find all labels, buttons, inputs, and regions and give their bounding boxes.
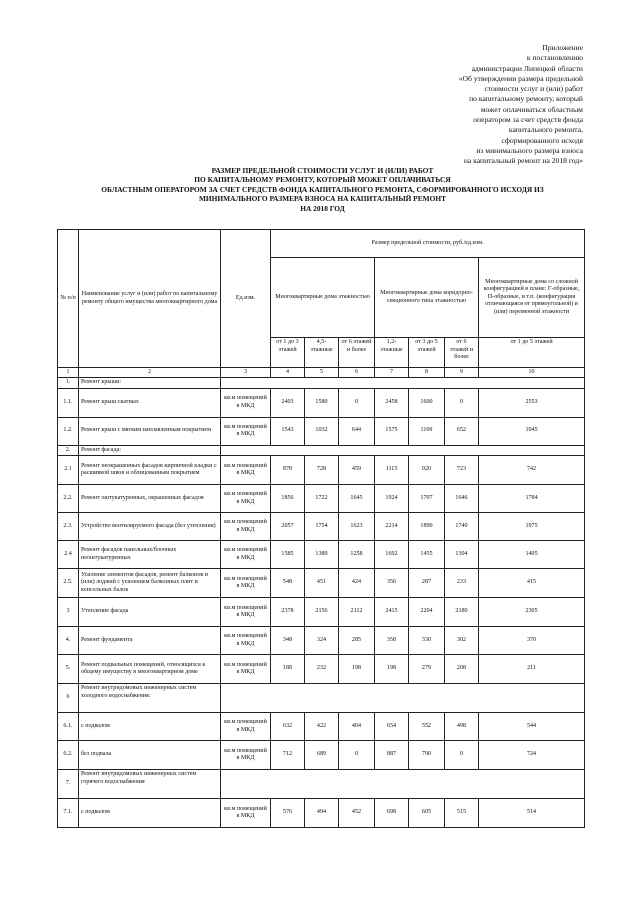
cost-value: 1623	[339, 513, 375, 541]
cost-value: 887	[375, 741, 409, 770]
row-name: Ремонт крыш с мягким наплавленным покрытием	[79, 417, 221, 445]
column-number: 6	[339, 368, 375, 378]
cost-value: 2403	[271, 388, 305, 417]
cost-value: 878	[271, 456, 305, 485]
appendix-line: администрации Липецкой области	[471, 63, 583, 73]
cost-value: 1646	[445, 485, 479, 513]
row-name: без подвала	[79, 741, 221, 770]
column-number: 2	[79, 368, 221, 378]
row-number: 7.1.	[58, 799, 79, 828]
cost-value: 1975	[479, 513, 585, 541]
table-row	[58, 627, 585, 655]
row-name: Ремонт оштукатуренных, окрашенных фасадов	[79, 485, 221, 513]
cost-value: 1784	[479, 485, 585, 513]
cost-value: 728	[305, 456, 339, 485]
subheader-floors: от 1 до 5 этажей	[479, 338, 585, 368]
row-name: Ремонт внутридомовых инженерных систем горячего водоснабжения	[79, 770, 221, 799]
cost-value: 211	[479, 655, 585, 684]
column-number: 8	[409, 368, 445, 378]
table-row	[58, 445, 585, 456]
header-unit: Ед.изм.	[221, 230, 271, 368]
cost-value: 1258	[339, 541, 375, 569]
cost-value: 1575	[375, 417, 409, 445]
cost-value: 1109	[409, 417, 445, 445]
cost-value: 302	[445, 627, 479, 655]
row-unit: кв.м помещений в МКД	[221, 513, 271, 541]
cost-value: 370	[479, 627, 585, 655]
cost-value: 232	[305, 655, 339, 684]
cost-value: 790	[409, 741, 445, 770]
appendix-line: к постановлению	[526, 53, 583, 63]
table-row	[58, 684, 585, 713]
cost-value: 712	[271, 741, 305, 770]
table-row	[58, 388, 585, 417]
cost-value: 287	[409, 569, 445, 598]
cost-value: 1304	[445, 541, 479, 569]
row-number: 2.3.	[58, 513, 79, 541]
row-name: Ремонт неокрашенных фасадов кирпичной кладки с расшивкой швов и облицованным покрытием	[79, 456, 221, 485]
cost-value: 920	[409, 456, 445, 485]
cost-value: 1045	[479, 417, 585, 445]
cost-value: 2214	[375, 513, 409, 541]
cost-value: 1924	[375, 485, 409, 513]
cost-value: 452	[339, 799, 375, 828]
cost-value: 1692	[375, 541, 409, 569]
cost-value: 654	[375, 713, 409, 741]
appendix-line: Приложение	[542, 43, 583, 52]
row-name: Ремонт фасадов панельных/блочных неоштукатуренных	[79, 541, 221, 569]
appendix-line: оператором за счет средств фонда	[473, 115, 583, 125]
row-name: Ремонт внутридомовых инженерных систем холодного водоснабжения:	[79, 684, 221, 713]
table-row	[58, 598, 585, 627]
cost-value: 1645	[339, 485, 375, 513]
cost-value: 2180	[445, 598, 479, 627]
document-title	[60, 166, 585, 213]
cost-value: 324	[305, 627, 339, 655]
cost-value: 1856	[271, 485, 305, 513]
row-number: 6.2.	[58, 741, 79, 770]
cost-value: 198	[339, 655, 375, 684]
subheader-floors: 1,2-этажные	[375, 338, 409, 368]
cost-value: 1585	[271, 541, 305, 569]
cost-value: 1389	[305, 541, 339, 569]
table-row	[58, 799, 585, 828]
header-cost: Размер предельной стоимости, руб./ед.изм.	[271, 230, 585, 258]
cost-value: 552	[409, 713, 445, 741]
row-number: 1.	[58, 378, 79, 389]
column-number: 7	[375, 368, 409, 378]
row-number: 4.	[58, 627, 79, 655]
appendix-line: из минимального размера взноса	[476, 145, 583, 155]
cost-value: 188	[271, 655, 305, 684]
row-number: 5.	[58, 655, 79, 684]
row-number: 2.5.	[58, 569, 79, 598]
empty-cell	[221, 445, 585, 456]
appendix-line: может оплачиваться областным	[480, 104, 583, 114]
cost-value: 1707	[409, 485, 445, 513]
cost-value: 2553	[479, 388, 585, 417]
row-name: Утепление фасада	[79, 598, 221, 627]
cost-value: 514	[479, 799, 585, 828]
price-table	[57, 229, 585, 828]
cost-value: 1600	[409, 388, 445, 417]
cost-value: 632	[271, 713, 305, 741]
cost-value: 459	[339, 456, 375, 485]
cost-value: 422	[305, 713, 339, 741]
row-number: 2.	[58, 445, 79, 456]
cost-value: 498	[445, 713, 479, 741]
row-unit: кв.м помещений в МКД	[221, 456, 271, 485]
cost-value: 356	[375, 569, 409, 598]
column-number: 1	[58, 368, 79, 378]
row-name: Устройство вентилируемого фасада (без утепления)	[79, 513, 221, 541]
cost-value: 1890	[409, 513, 445, 541]
row-number: 6	[58, 684, 79, 713]
table-row	[58, 513, 585, 541]
column-number: 10	[479, 368, 585, 378]
row-unit: кв.м помещений в МКД	[221, 799, 271, 828]
subheader-floors: от 1 до 3 этажей	[271, 338, 305, 368]
cost-value: 652	[445, 417, 479, 445]
cost-value: 698	[375, 799, 409, 828]
row-name: Ремонт крыши:	[79, 378, 221, 389]
table-row	[58, 456, 585, 485]
table-row	[58, 569, 585, 598]
cost-value: 404	[339, 713, 375, 741]
cost-value: 2156	[305, 598, 339, 627]
cost-value: 576	[271, 799, 305, 828]
empty-cell	[221, 378, 585, 389]
header-group-3: Многоквартирные дома со сложной конфигурацией в плане: Г-образные, П-образные, и т.п. (конфигурация отличающаяся от прямоугольной) и (или) переменной этажности	[479, 258, 585, 338]
cost-value: 451	[305, 569, 339, 598]
cost-value: 1754	[305, 513, 339, 541]
column-number: 9	[445, 368, 479, 378]
row-unit: кв.м помещений в МКД	[221, 485, 271, 513]
appendix-line: капитального ремонта,	[508, 125, 583, 135]
cost-value: 330	[409, 627, 445, 655]
cost-value: 2415	[375, 598, 409, 627]
cost-value: 1740	[445, 513, 479, 541]
table-row	[58, 378, 585, 389]
cost-value: 0	[339, 741, 375, 770]
cost-value: 415	[479, 569, 585, 598]
table-row	[58, 655, 585, 684]
cost-value: 348	[271, 627, 305, 655]
cost-value: 644	[339, 417, 375, 445]
column-number: 5	[305, 368, 339, 378]
title-line: ПО КАПИТАЛЬНОМУ РЕМОНТУ, КОТОРЫЙ МОЖЕТ ОПЛАЧИВАТЬСЯ	[194, 175, 451, 185]
cost-value: 494	[305, 799, 339, 828]
row-unit: кв.м помещений в МКД	[221, 569, 271, 598]
row-unit: кв.м помещений в МКД	[221, 713, 271, 741]
cost-value: 424	[339, 569, 375, 598]
appendix-line: сформированного исходя	[501, 135, 583, 145]
header-group-1: Многоквартирные дома этажностью	[271, 258, 375, 338]
row-name: Ремонт подвальных помещений, относящихся к общему имуществу в многоквартирном доме	[79, 655, 221, 684]
cost-value: 548	[271, 569, 305, 598]
table-row	[58, 417, 585, 445]
cost-value: 358	[375, 627, 409, 655]
subheader-floors: от 6 этажей и более	[445, 338, 479, 368]
cost-value: 689	[305, 741, 339, 770]
table-row	[58, 485, 585, 513]
row-name: с подвалом	[79, 799, 221, 828]
row-unit: кв.м помещений в МКД	[221, 598, 271, 627]
row-name: Усиление элементов фасадов, ремонт балконов и (или) лоджий с усилением балконных плит и консольных балок	[79, 569, 221, 598]
row-name: Ремонт крыш скатных	[79, 388, 221, 417]
row-number: 2.4	[58, 541, 79, 569]
row-unit: кв.м помещений в МКД	[221, 741, 271, 770]
header-group-2: Многоквартирные дома коридорно-секционного типа этажностью	[375, 258, 479, 338]
row-unit: кв.м помещений в МКД	[221, 627, 271, 655]
title-line: РАЗМЕР ПРЕДЕЛЬНОЙ СТОИМОСТИ УСЛУГ И (ИЛИ) РАБОТ	[211, 166, 434, 175]
cost-value: 2305	[479, 598, 585, 627]
cost-value: 1580	[305, 388, 339, 417]
header-name: Наименование услуг и (или) работ по капитальному ремонту общего имущества многоквартирного дома	[79, 230, 221, 368]
row-unit: кв.м помещений в МКД	[221, 388, 271, 417]
cost-value: 208	[445, 655, 479, 684]
cost-value: 233	[445, 569, 479, 598]
appendix-line: стоимости услуг и (или) работ	[484, 84, 583, 94]
subheader-floors: от 3 до 5 этажей	[409, 338, 445, 368]
row-name: с подвалом	[79, 713, 221, 741]
row-unit: кв.м помещений в МКД	[221, 655, 271, 684]
subheader-floors: 4,5-этажные	[305, 338, 339, 368]
cost-value: 198	[375, 655, 409, 684]
appendix-line: по капитальному ремонту, который	[469, 94, 583, 104]
cost-value: 2057	[271, 513, 305, 541]
row-number: 1.2.	[58, 417, 79, 445]
table-row	[58, 770, 585, 799]
cost-value: 1032	[305, 417, 339, 445]
appendix-line: на капитальный ремонт на 2018 год»	[463, 156, 583, 166]
cost-value: 605	[409, 799, 445, 828]
row-number: 6.1.	[58, 713, 79, 741]
empty-cell	[221, 684, 585, 713]
header-number: № п/п	[58, 230, 79, 368]
row-number: 2.2.	[58, 485, 79, 513]
cost-value: 0	[445, 741, 479, 770]
cost-value: 279	[409, 655, 445, 684]
cost-value: 1455	[409, 541, 445, 569]
table-row	[58, 541, 585, 569]
column-number: 4	[271, 368, 305, 378]
cost-value: 2378	[271, 598, 305, 627]
row-unit: кв.м помещений в МКД	[221, 417, 271, 445]
cost-value: 2458	[375, 388, 409, 417]
cost-value: 0	[339, 388, 375, 417]
cost-value: 0	[445, 388, 479, 417]
cost-value: 1115	[375, 456, 409, 485]
row-unit: кв.м помещений в МКД	[221, 541, 271, 569]
title-line: МИНИМАЛЬНОГО РАЗМЕРА ВЗНОСА НА КАПИТАЛЬНЫЙ РЕМОНТ	[198, 194, 447, 204]
cost-value: 1543	[271, 417, 305, 445]
subheader-floors: от 6 этажей и более	[339, 338, 375, 368]
title-line: ОБЛАСТНЫМ ОПЕРАТОРОМ ЗА СЧЕТ СРЕДСТВ ФОНДА КАПИТАЛЬНОГО РЕМОНТА, СФОРМИРОВАННОГО ИСХОДЯ ИЗ	[101, 184, 544, 194]
row-name: Ремонт фасада:	[79, 445, 221, 456]
appendix-line: «Об утверждении размера предельной	[458, 73, 583, 83]
row-number: 2.1	[58, 456, 79, 485]
row-number: 3	[58, 598, 79, 627]
column-number: 3	[221, 368, 271, 378]
cost-value: 544	[479, 713, 585, 741]
cost-value: 2204	[409, 598, 445, 627]
row-number: 7.	[58, 770, 79, 799]
cost-value: 723	[445, 456, 479, 485]
empty-cell	[221, 770, 585, 799]
row-number: 1.1.	[58, 388, 79, 417]
cost-value: 1722	[305, 485, 339, 513]
title-line: НА 2018 ГОД	[300, 203, 345, 213]
table-row	[58, 741, 585, 770]
appendix-note	[383, 43, 583, 167]
cost-value: 2112	[339, 598, 375, 627]
cost-value: 724	[479, 741, 585, 770]
table-row	[58, 713, 585, 741]
cost-value: 515	[445, 799, 479, 828]
cost-value: 285	[339, 627, 375, 655]
cost-value: 1405	[479, 541, 585, 569]
row-name: Ремонт фундамента	[79, 627, 221, 655]
cost-value: 742	[479, 456, 585, 485]
